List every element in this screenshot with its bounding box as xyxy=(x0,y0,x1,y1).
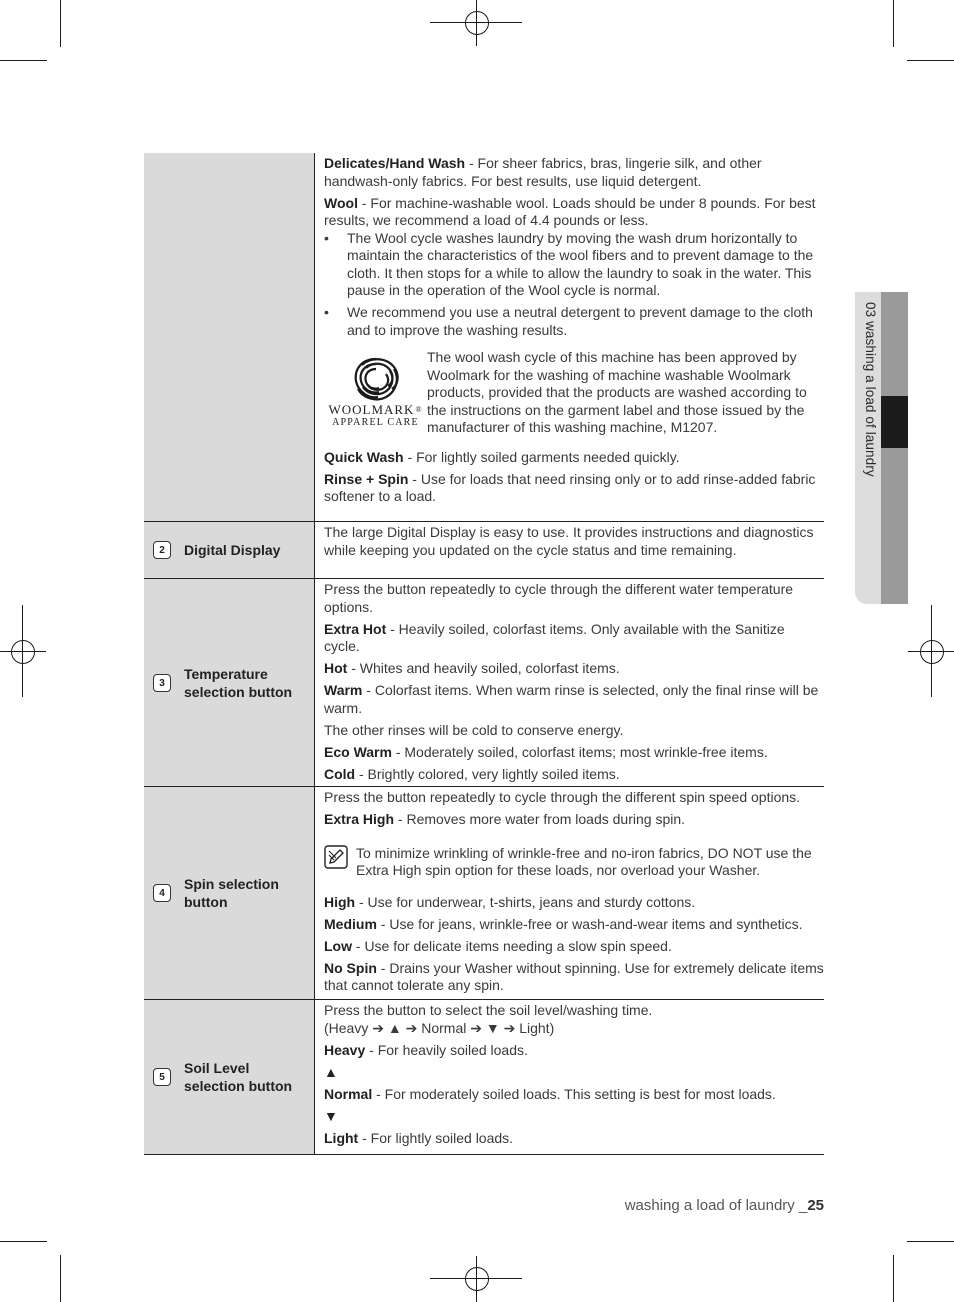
note-icon xyxy=(324,845,356,880)
spin-low: Low - Use for delicate items needing a slow spin speed. xyxy=(324,937,672,954)
row-label-cell xyxy=(144,153,315,521)
registration-circle xyxy=(920,640,944,664)
soil-heavy: Heavy - For heavily soiled loads. xyxy=(324,1041,528,1058)
cycle-wool: Wool - For machine-washable wool. Loads should be under 8 pounds. For best results, we recommend a load of 4.4 pounds or less. xyxy=(324,194,816,228)
bullet-item: • The Wool cycle washes laundry by moving the wash drum horizontally to maintain the characteristics of the wool fibers and to prevent damage to the cloth. It then stops for a while to allow the laundry to soak in the water. This pause in the operation of the Wool cycle is normal. xyxy=(324,229,814,298)
row-content-cell xyxy=(315,153,824,521)
digital-display-text: The large Digital Display is easy to use. It provides instructions and diagnostics while keeping you updated on the cycle status and time remaining. xyxy=(324,524,814,558)
spin-no-spin: No Spin - Drains your Washer without spinning. Use for extremely delicate items that cannot tolerate any spin. xyxy=(324,959,824,993)
cycle-rinse-spin: Rinse + Spin - Use for loads that need rinsing only or to add rinse-added fabric softener to a load. xyxy=(324,470,816,504)
woolmark-logo xyxy=(324,349,427,437)
spin-extra-high: Extra High - Removes more water from loads during spin. xyxy=(324,811,686,827)
chapter-side-tab xyxy=(855,292,908,604)
crop-mark xyxy=(0,1241,47,1242)
down-arrow-icon: ▼ xyxy=(324,1107,338,1124)
woolmark-icon xyxy=(348,355,404,403)
crop-mark xyxy=(60,0,61,47)
crop-mark xyxy=(907,1241,954,1242)
spin-intro: Press the button repeatedly to cycle through the different spin speed options. xyxy=(324,789,801,805)
table-row-spin xyxy=(144,787,824,1000)
row-content-cell xyxy=(315,579,824,786)
up-arrow-icon: ▲ xyxy=(324,1063,338,1080)
control-panel-table xyxy=(144,153,824,1155)
side-tab-dark xyxy=(881,292,908,604)
cycle-quick-wash: Quick Wash - For lightly soiled garments needed quickly. xyxy=(324,448,680,465)
note-text: To minimize wrinkling of wrinkle-free and no-iron fabrics, DO NOT use the Extra High spin option for these loads, nor overload your Washer. xyxy=(356,844,812,878)
temp-other-rinses: The other rinses will be cold to conserve energy. xyxy=(324,721,624,738)
item-number-badge: 5 xyxy=(153,1068,171,1086)
note-block xyxy=(324,845,824,880)
row-label: Digital Display xyxy=(184,542,281,558)
table-row-temperature xyxy=(144,579,824,787)
row-label-cell xyxy=(144,787,315,999)
woolmark-text: The wool wash cycle of this machine has been approved by Woolmark for the washing of machine washable Woolmark products, provided that the products are washed according to the instructions on the garment label and those issued by the manufacturer of this washing machine, M1207. xyxy=(427,349,807,435)
item-number-badge: 4 xyxy=(153,884,171,902)
temp-eco-warm: Eco Warm - Moderately soiled, colorfast items; most wrinkle-free items. xyxy=(324,743,768,760)
page-footer xyxy=(625,1197,824,1215)
row-content-cell xyxy=(315,787,824,999)
row-label: Temperature selection button xyxy=(184,665,293,700)
temp-hot: Hot - Whites and heavily soiled, colorfast items. xyxy=(324,660,620,676)
temperature-intro: Press the button repeatedly to cycle through the different water temperature options. xyxy=(324,581,794,615)
crop-mark xyxy=(0,60,47,61)
woolmark-block xyxy=(324,349,824,437)
row-label-cell xyxy=(144,579,315,786)
row-label: Soil Level selection button xyxy=(184,1060,293,1094)
note-pencil-icon xyxy=(324,845,348,869)
row-label: Spin selection button xyxy=(184,876,279,910)
woolmark-logo-text: WOOLMARK® xyxy=(328,402,423,417)
temp-warm: Warm - Colorfast items. When warm rinse is selected, only the final rinse will be warm. xyxy=(324,682,819,716)
soil-light: Light - For lightly soiled loads. xyxy=(324,1129,514,1146)
crop-mark xyxy=(60,1255,61,1302)
crop-mark xyxy=(907,60,954,61)
registration-circle xyxy=(11,640,35,664)
crop-mark xyxy=(893,1255,894,1302)
table-row-digital-display xyxy=(144,522,824,579)
side-tab-label: 03 washing a load of laundry xyxy=(863,302,878,477)
table-row-cycles xyxy=(144,153,824,522)
footer-section-title: washing a load of laundry _ xyxy=(624,1197,808,1214)
temp-cold: Cold - Brightly colored, very lightly soiled items. xyxy=(324,765,620,782)
spin-medium: Medium - Use for jeans, wrinkle-free or wash-and-wear items and synthetics. xyxy=(324,915,803,932)
registration-circle xyxy=(465,11,489,35)
bullet-item: • We recommend you use a neutral detergent to prevent damage to the cloth and to improve the washing results. xyxy=(324,304,813,338)
row-label-cell xyxy=(144,522,315,578)
item-number-badge: 2 xyxy=(153,541,171,559)
temp-extra-hot: Extra Hot - Heavily soiled, colorfast items. Only available with the Sanitize cycle. xyxy=(324,620,785,654)
row-label-cell xyxy=(144,1000,315,1154)
table-row-soil-level xyxy=(144,1000,824,1155)
crop-mark xyxy=(893,0,894,47)
row-content-cell xyxy=(315,1000,824,1154)
row-content-cell xyxy=(315,522,824,578)
woolmark-logo-subtext: APPAREL CARE xyxy=(332,417,419,428)
side-tab-marker xyxy=(881,396,908,448)
spin-high: High - Use for underwear, t-shirts, jeans and sturdy cottons. xyxy=(324,893,696,910)
item-number-badge: 3 xyxy=(153,674,171,692)
soil-normal: Normal - For moderately soiled loads. This setting is best for most loads. xyxy=(324,1085,776,1102)
soil-intro: Press the button to select the soil level/washing time. (Heavy ➔ ▲ ➔ Normal ➔ ▼ ➔ Light) xyxy=(324,1002,653,1036)
registration-circle xyxy=(465,1267,489,1291)
cycle-delicates: Delicates/Hand Wash - For sheer fabrics, bras, lingerie silk, and other handwash-only fabrics. For best results, use liquid detergent. xyxy=(324,155,762,189)
page-number: 25 xyxy=(807,1197,824,1214)
